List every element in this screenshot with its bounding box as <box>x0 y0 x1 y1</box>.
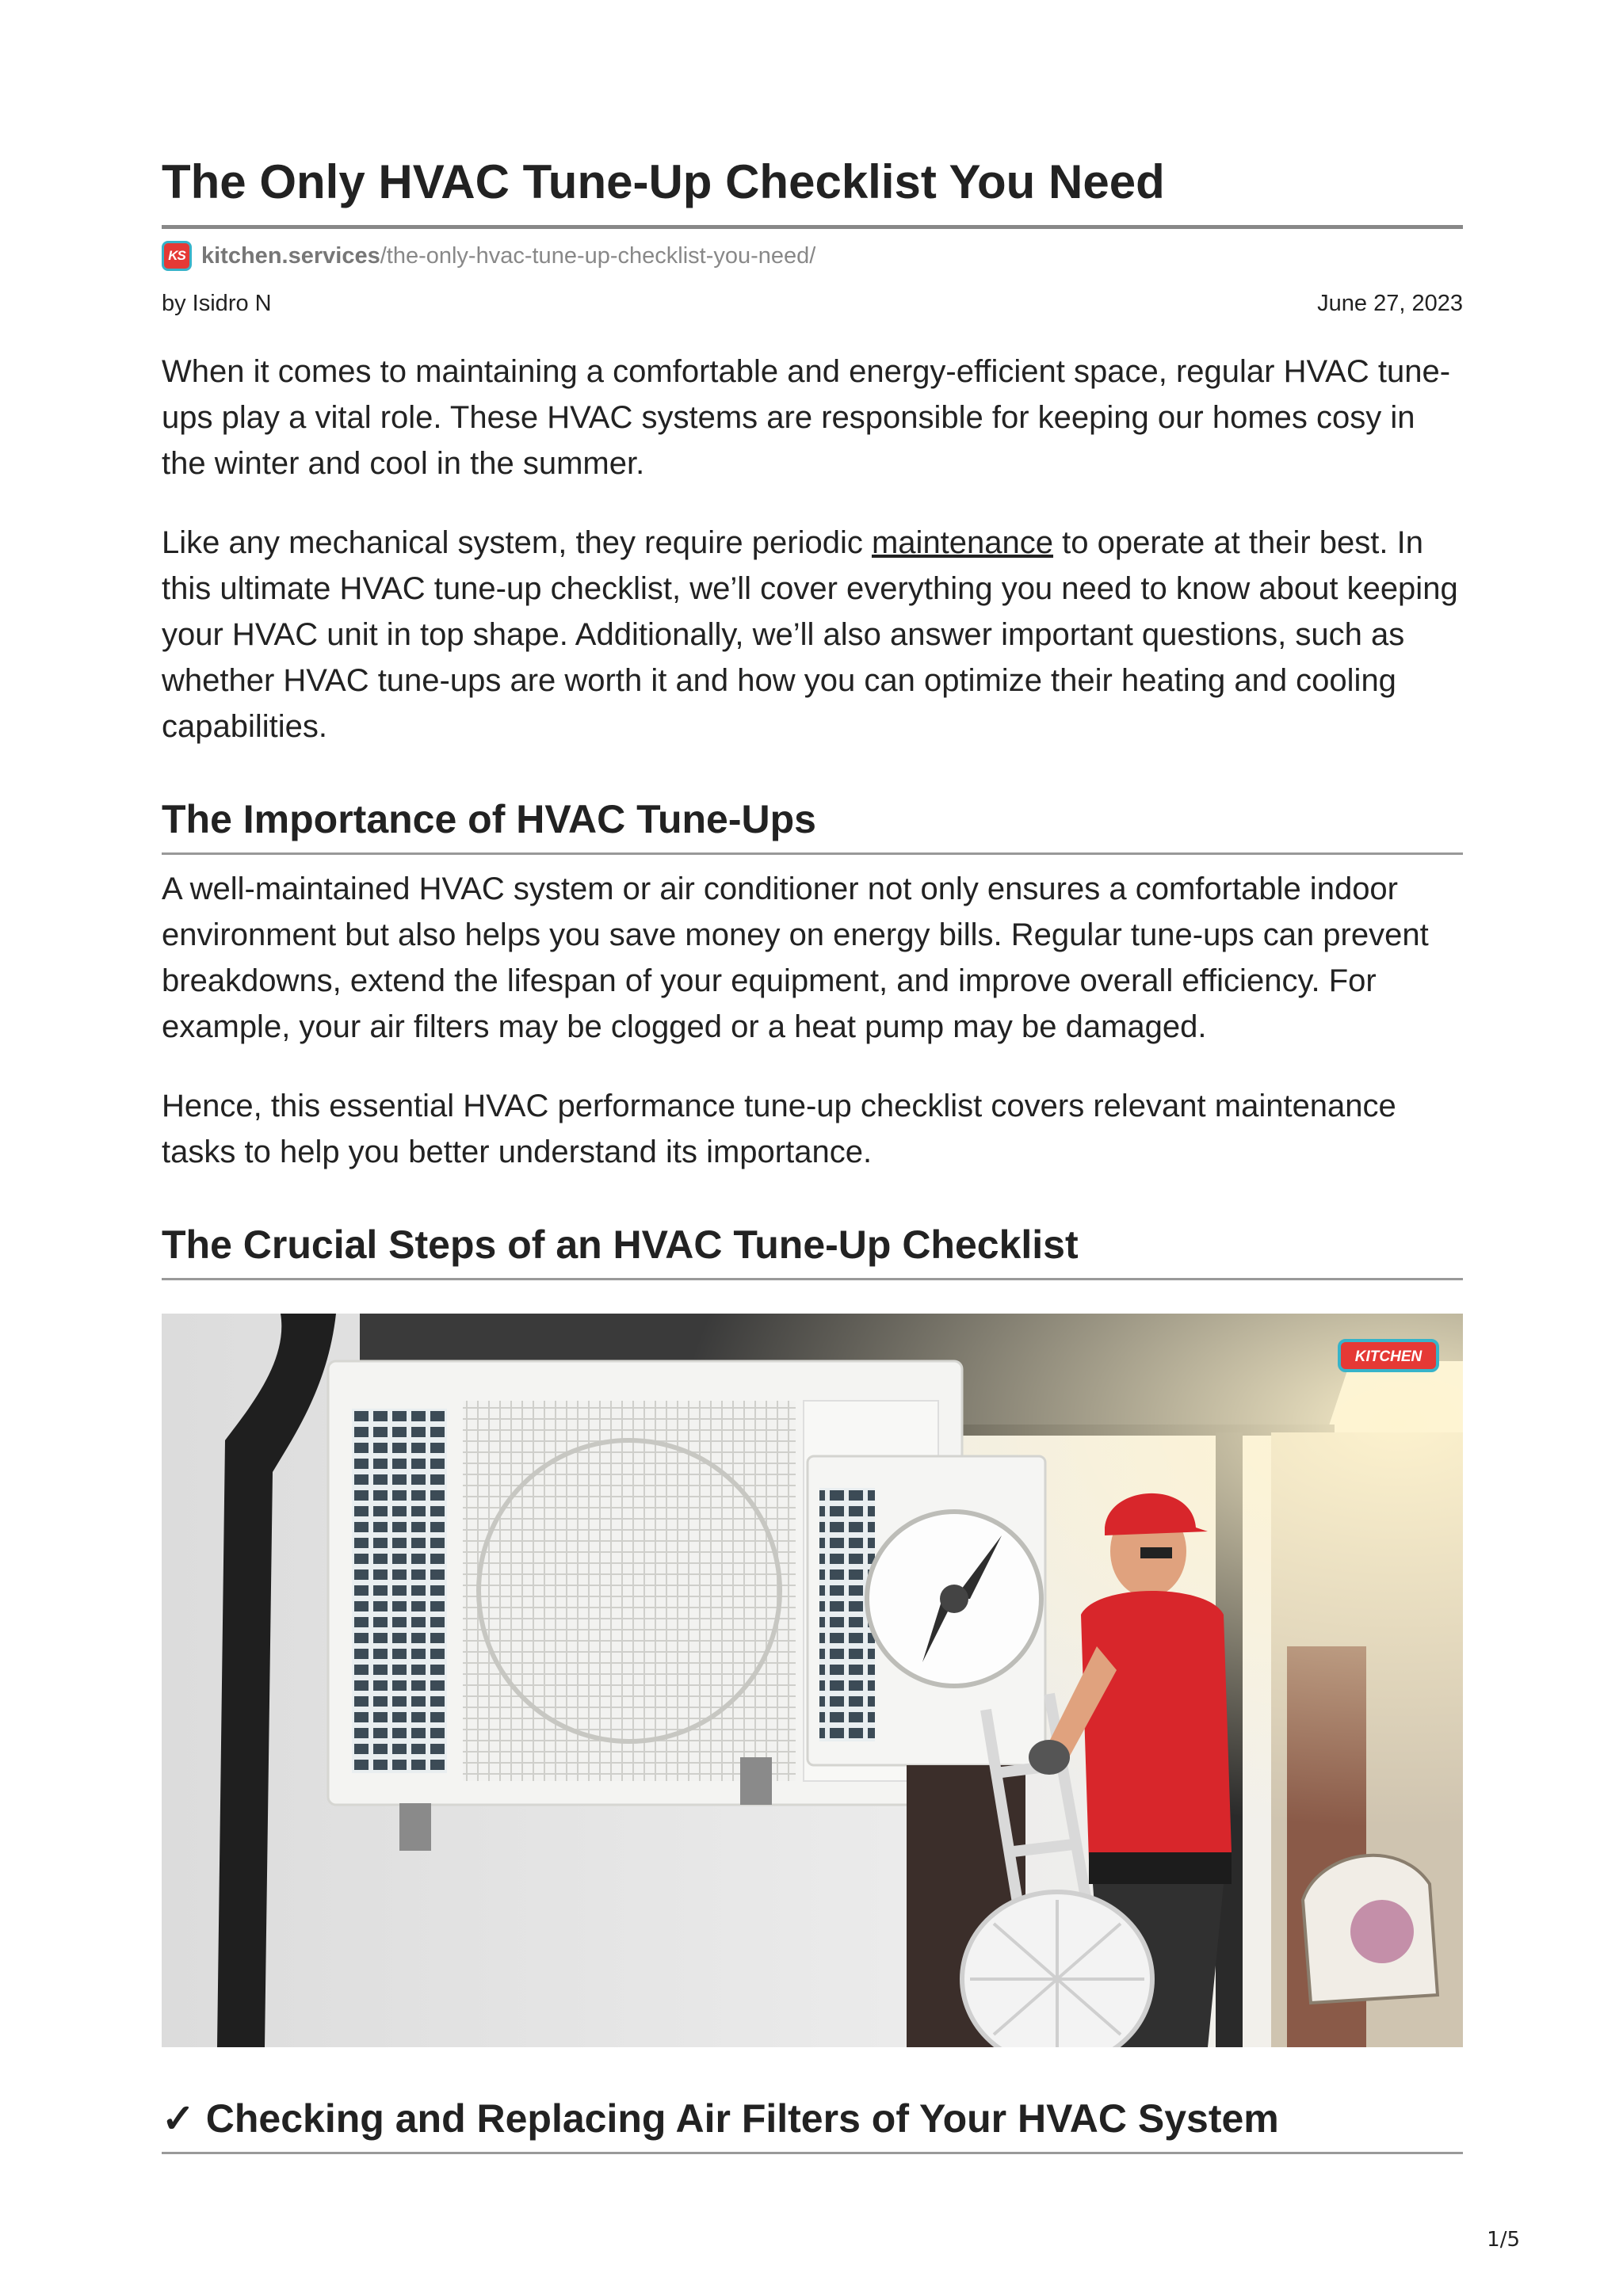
importance-paragraph-1: A well-maintained HVAC system or air conditioner not only ensures a comfortable indoor environment but also helps you save money on energy bills. Regular tune-ups can prevent breakdowns, extend the lifespan of your equipment, and improve overall efficiency. For example, your air filters may be clogged or a heat pump may be damaged. <box>162 871 1429 1044</box>
watermark-text: KITCHEN <box>1354 1348 1423 1365</box>
intro-paragraph-2 <box>162 520 1463 749</box>
section-heading-air-filters: ✓ Checking and Replacing Air Filters of Your HVAC System <box>162 2096 1279 2141</box>
article-title: The Only HVAC Tune-Up Checklist You Need <box>162 155 1165 208</box>
intro-paragraph-1: When it comes to maintaining a comfortable and energy-efficient space, regular HVAC tune-ups play a vital role. These HVAC systems are responsible for keeping our homes cosy in the winter and cool in the summer. <box>162 354 1451 481</box>
article <box>162 151 1463 2154</box>
section-divider <box>162 2152 1463 2154</box>
byline <box>162 291 1463 317</box>
source-domain[interactable]: kitchen.services <box>201 242 380 269</box>
author: by Isidro N <box>162 291 272 316</box>
hero-illustration <box>162 1314 1463 2047</box>
importance-paragraph-2: Hence, this essential HVAC performance tune-up checklist covers relevant maintenance tasks to help you better understand its importance. <box>162 1089 1396 1169</box>
source-link[interactable] <box>162 238 1463 273</box>
section-divider <box>162 852 1463 855</box>
page-number: 1/5 <box>1487 2228 1520 2252</box>
section-heading-importance: The Importance of HVAC Tune-Ups <box>162 797 816 841</box>
section-heading-crucial-steps: The Crucial Steps of an HVAC Tune-Up Checklist <box>162 1222 1079 1267</box>
intro-text-before-link: Like any mechanical system, they require periodic <box>162 525 872 560</box>
section-divider <box>162 1278 1463 1280</box>
maintenance-link[interactable]: maintenance <box>871 525 1054 560</box>
hvac-technician-image <box>162 1314 1463 2047</box>
publish-date: June 27, 2023 <box>1317 291 1463 316</box>
source-path[interactable]: /the-only-hvac-tune-up-checklist-you-need/ <box>380 242 816 269</box>
intro-text-after-link: to operate at their best. In this ultimate HVAC tune-up checklist, we’ll cover everything you need to know about keeping your HVAC unit in top shape. Additionally, we’ll also answer important questions, such as whether HVAC tune-ups are worth it and how you can optimize their heating and cooling capabilities. <box>162 525 1458 744</box>
kitchen-watermark <box>1339 1341 1438 1371</box>
title-divider <box>162 225 1463 229</box>
site-logo-icon: KS <box>162 241 192 271</box>
